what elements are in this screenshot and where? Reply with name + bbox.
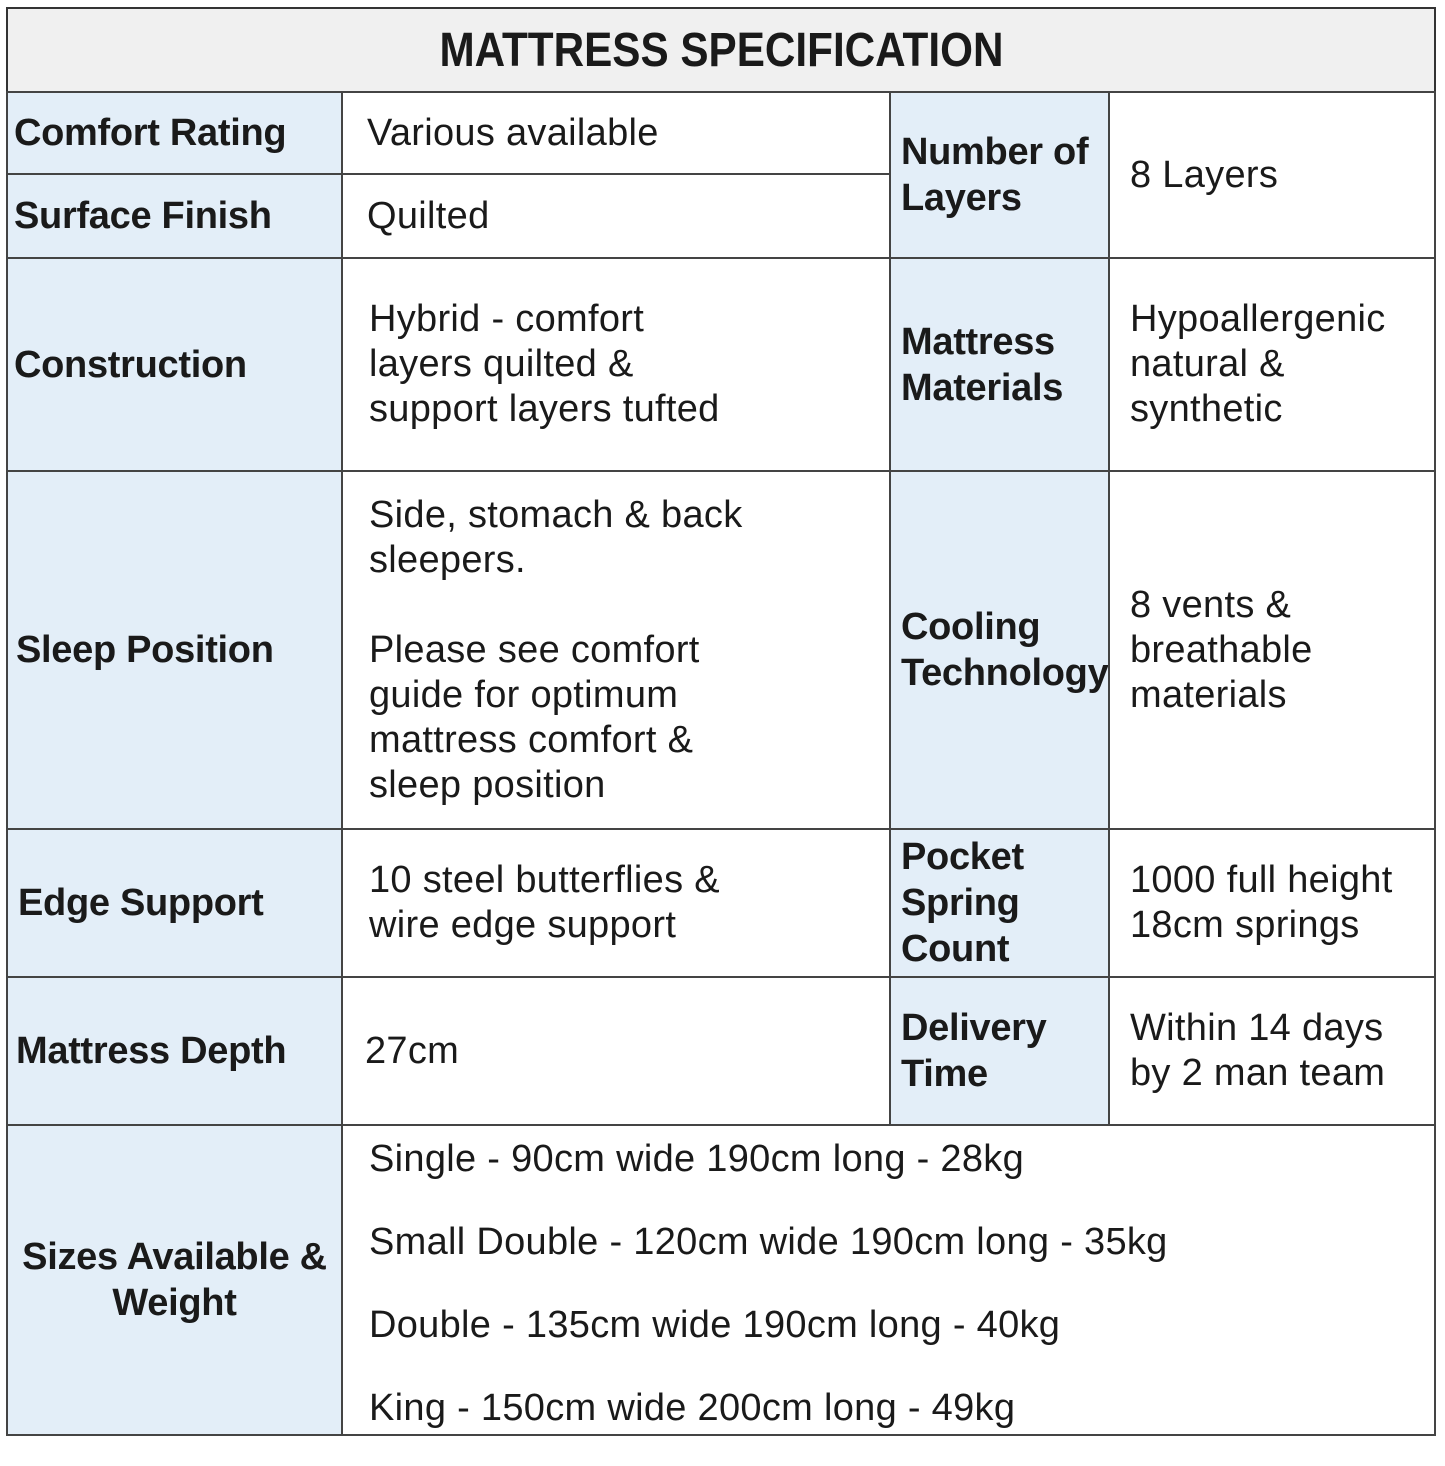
size-item: Small Double - 120cm wide 190cm long - 35kg: [369, 1221, 1168, 1263]
surface-finish-label: Surface Finish: [6, 173, 343, 259]
mattress-depth-label: Mattress Depth: [6, 976, 343, 1126]
cooling-technology-label: Cooling Technology: [889, 470, 1110, 830]
delivery-time-label: Delivery Time: [889, 976, 1110, 1126]
title-bar: [6, 7, 1436, 93]
size-item: King - 150cm wide 200cm long - 49kg: [369, 1387, 1016, 1429]
construction-label: Construction: [6, 257, 343, 472]
sleep-position-label: Sleep Position: [6, 470, 343, 830]
surface-finish-value: Quilted: [341, 173, 891, 259]
sizes-label: Sizes Available & Weight: [6, 1124, 343, 1436]
mattress-materials-label: Mattress Materials: [889, 257, 1110, 472]
delivery-time-value: Within 14 days by 2 man team: [1108, 976, 1436, 1126]
mattress-materials-value: Hypoallergenic natural & synthetic: [1108, 257, 1436, 472]
comfort-rating-value: Various available: [341, 91, 891, 175]
mattress-depth-value: 27cm: [341, 976, 891, 1126]
construction-value: Hybrid - comfort layers quilted & support layers tufted: [341, 257, 891, 472]
edge-support-value: 10 steel butterflies & wire edge support: [341, 828, 891, 978]
page-title: MATTRESS SPECIFICATION: [439, 23, 1003, 77]
size-item: Double - 135cm wide 190cm long - 40kg: [369, 1304, 1061, 1346]
pocket-spring-count-label: Pocket Spring Count: [889, 828, 1110, 978]
edge-support-label: Edge Support: [6, 828, 343, 978]
sizes-list: [341, 1124, 1436, 1436]
cooling-technology-value: 8 vents & breathable materials: [1108, 470, 1436, 830]
sleep-position-value: Side, stomach & back sleepers. Please see comfort guide for optimum mattress comfort & sleep position: [341, 470, 891, 830]
pocket-spring-count-value: 1000 full height 18cm springs: [1108, 828, 1436, 978]
number-of-layers-value: 8 Layers: [1108, 91, 1436, 259]
number-of-layers-label: Number of Layers: [889, 91, 1110, 259]
comfort-rating-label: Comfort Rating: [6, 91, 343, 175]
size-item: Single - 90cm wide 190cm long - 28kg: [369, 1138, 1025, 1180]
